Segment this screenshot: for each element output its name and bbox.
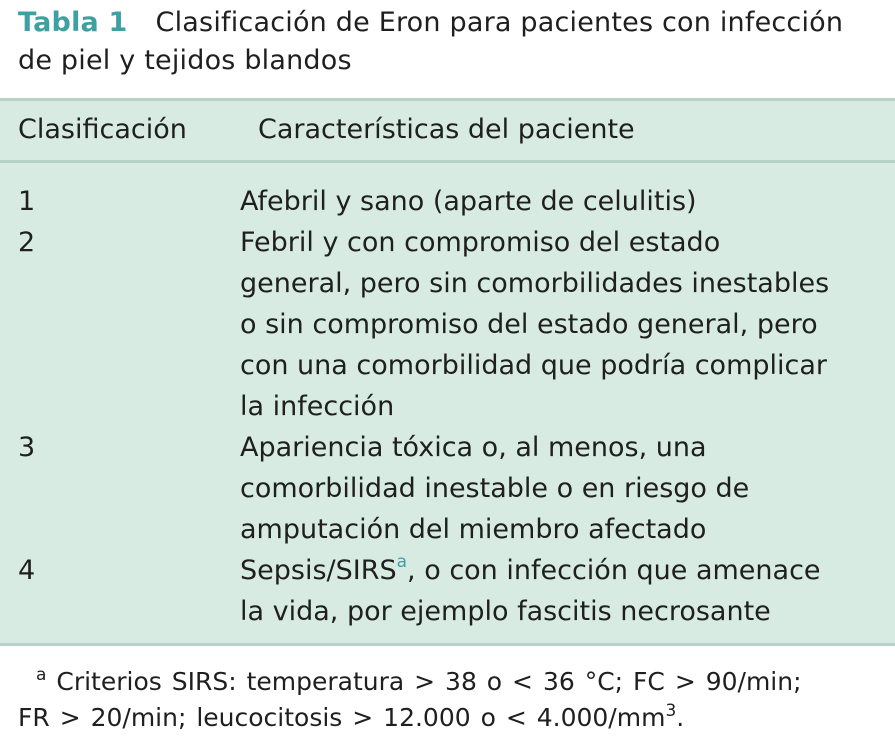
description-line: Afebril y sano (aparte de celulitis) xyxy=(240,186,697,217)
sepsis-text: Sepsis/SIRS xyxy=(240,555,397,586)
classification-table xyxy=(0,98,895,646)
footnote-text-2: FR > 20/min; leucocitosis > 12.000 o < 4.000/mm xyxy=(18,703,666,732)
table-footnote xyxy=(18,664,888,736)
table-row xyxy=(0,550,895,632)
description-line xyxy=(240,550,870,591)
description-line: Febril y con compromiso del estado xyxy=(240,227,721,258)
description-line: o sin compromiso del estado general, pero xyxy=(240,309,818,340)
header-characteristics: Características del paciente xyxy=(258,114,635,145)
table-row xyxy=(0,181,895,222)
table-header xyxy=(0,101,895,163)
description-line: la vida, por ejemplo fascitis necrosante xyxy=(240,596,771,627)
description-line: la infección xyxy=(240,391,395,422)
row-description xyxy=(240,550,870,632)
footnote-superscript: 3 xyxy=(665,701,677,721)
table-label: Tabla 1 xyxy=(18,7,128,38)
description-line: con una comorbilidad que podría complicar xyxy=(240,350,828,381)
row-description xyxy=(240,222,870,427)
row-number: 4 xyxy=(18,555,36,586)
footnote-text-1: Criterios SIRS: temperatura > 38 o < 36 °C; FC > 90/min; xyxy=(56,667,802,696)
description-line: general, pero sin comorbilidades inestables xyxy=(240,268,830,299)
footnote-line-1 xyxy=(18,664,888,700)
header-classification: Clasificación xyxy=(18,114,187,145)
footnote-marker: a xyxy=(36,665,47,685)
caption-line-2: de piel y tejidos blandos xyxy=(18,45,352,76)
table-row xyxy=(0,222,895,427)
description-line: amputación del miembro afectado xyxy=(240,514,707,545)
caption-line-1: Clasificación de Eron para pacientes con infección xyxy=(155,7,844,38)
row-description xyxy=(240,427,870,550)
description-line: Apariencia tóxica o, al menos, una xyxy=(240,432,707,463)
row-number: 1 xyxy=(18,186,36,217)
row-number: 2 xyxy=(18,227,36,258)
table-caption xyxy=(18,4,888,80)
footnote-ref: a xyxy=(396,552,408,572)
table-body xyxy=(0,181,895,632)
sepsis-text-rest: , o con infección que amenace xyxy=(407,555,821,586)
row-description xyxy=(240,181,870,222)
description-line: comorbilidad inestable o en riesgo de xyxy=(240,473,750,504)
footnote-end: . xyxy=(676,703,685,732)
footnote-line-2 xyxy=(18,700,888,736)
row-number: 3 xyxy=(18,432,36,463)
table-row xyxy=(0,427,895,550)
